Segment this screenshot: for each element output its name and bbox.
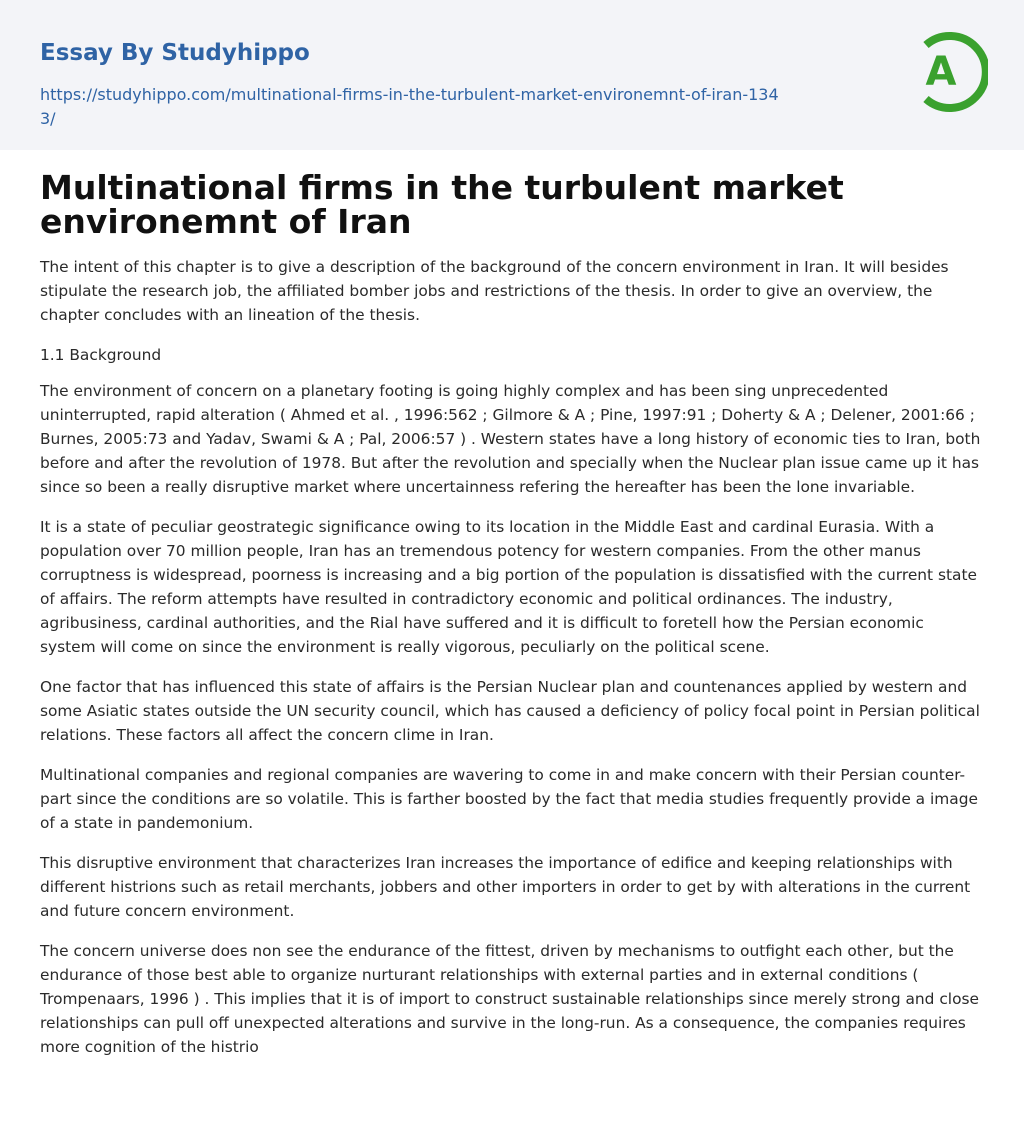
logo-letter: A <box>925 49 957 95</box>
paragraph: One factor that has influenced this state of affairs is the Persian Nuclear plan and countenances applied by western and some Asiatic states outside the UN security council, which has caused a deficiency of policy focal point in Persian political relations. These factors all affect the concern clime in Iran. <box>40 678 980 744</box>
paragraph: This disruptive environment that characterizes Iran increases the importance of edifice and keeping relationships with different histrions such as retail merchants, jobbers and other importers in order to get by with alterations in the current and future concern environment. <box>40 854 971 920</box>
section-heading: 1.1 Background <box>40 346 162 364</box>
paragraph: The environment of concern on a planetary footing is going highly complex and has been sing unprecedented uninterrupted, rapid alteration ( Ahmed et al. , 1996:562 ; Gilmore & A ; Pine, 1997:91 ; Doherty & A ; Delener, 2001:66 ; Burnes, 2005:73 and Yadav, Swami & A ; Pal, 2006:57 ) . Western states have a long history of economic ties to Iran, both before and after the revolution of 1978. But after the revolution and specially when the Nuclear plan issue came up it has since so been a really disruptive market where uncertainness refering the hereafter has been the lone invariable. <box>40 382 981 496</box>
page-title: Multinational firms in the turbulent market environemnt of Iran <box>40 168 844 241</box>
paragraph: The concern universe does non see the endurance of the fittest, driven by mechanisms to outfight each other, but the endurance of those best able to organize nurturant relationships with external parties and in external conditions ( Trompenaars, 1996 ) . This implies that it is of import to construct sustainable relationships since merely strong and close relationships can pull off unexpected alterations and survive in the long-run. As a consequence, the companies requires more cognition of the histrio <box>40 942 979 1056</box>
brand-title[interactable]: Essay By Studyhippo <box>40 40 310 66</box>
paragraph-intro: The intent of this chapter is to give a description of the background of the concern environment in Iran. It will besides stipulate the research job, the affiliated bomber jobs and restrictions of the thesis. In order to give an overview, the chapter concludes with an lineation of the thesis. <box>40 258 949 324</box>
paragraph: Multinational companies and regional companies are wavering to come in and make concern with their Persian counter-part since the conditions are so volatile. This is farther boosted by the fact that media studies frequently provide a image of a state in pandemonium. <box>40 766 978 832</box>
essay-url-link[interactable]: https://studyhippo.com/multinational-firms-in-the-turbulent-market-environemnt-of-iran-1343/ <box>40 85 779 128</box>
essay-body <box>40 255 984 1075</box>
paragraph: It is a state of peculiar geostrategic significance owing to its location in the Middle East and cardinal Eurasia. With a population over 70 million people, Iran has an tremendous potency for western companies. From the other manus corruptness is widespread, poorness is increasing and a big portion of the population is dissatisfied with the current state of affairs. The reform attempts have resulted in contradictory economic and political ordinances. The industry, agribusiness, cardinal authorities, and the Rial have suffered and it is difficult to foretell how the Persian economic system will come on since the environment is really vigorous, peculiarly on the political scene. <box>40 518 977 656</box>
